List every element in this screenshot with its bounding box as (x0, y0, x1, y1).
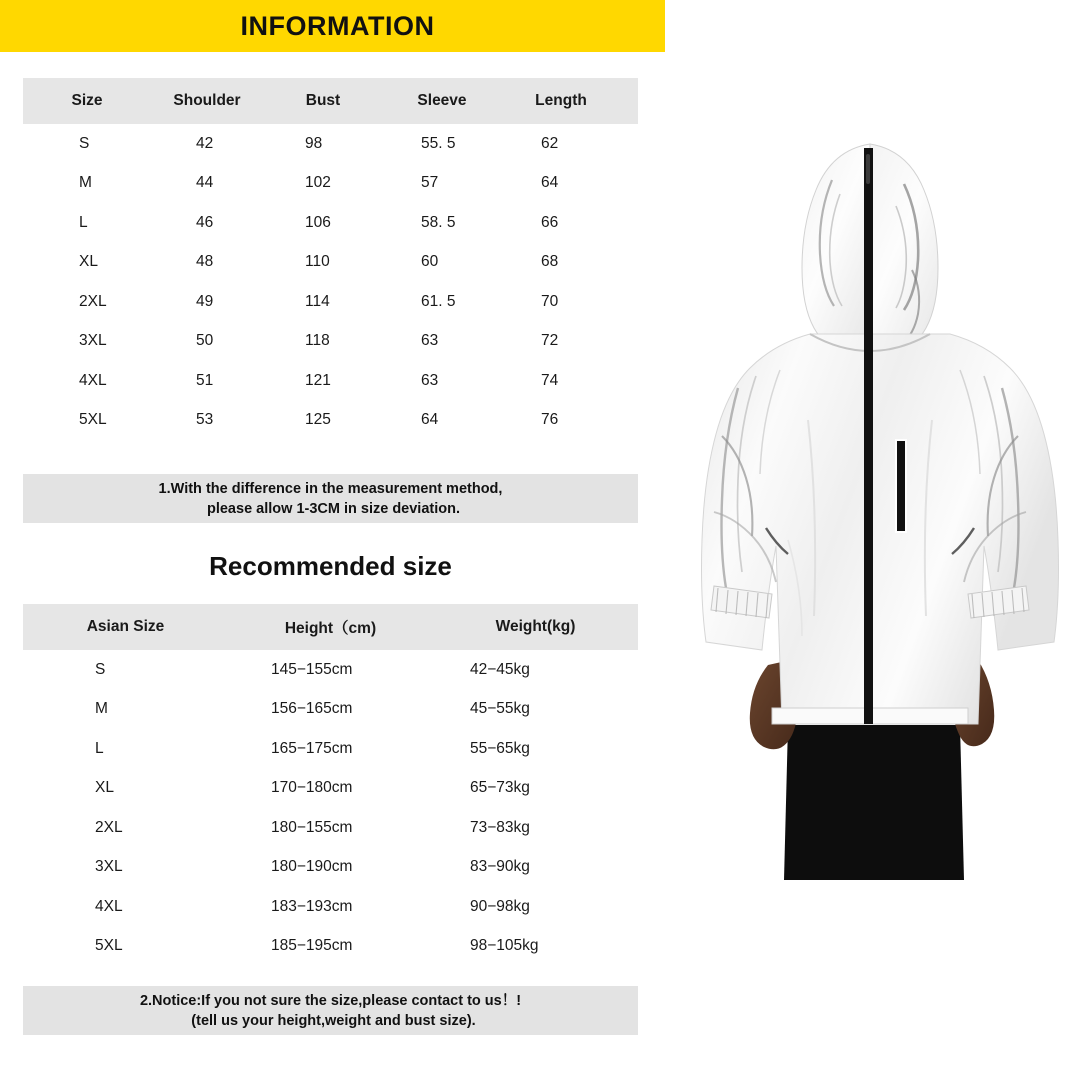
size-table-row-cell: 62 (541, 134, 559, 152)
size-table-row (23, 322, 638, 362)
size-table-row-cell: 58. 5 (421, 213, 456, 231)
size-table-row-cell: 106 (305, 213, 331, 231)
size-table-row-cell: 57 (421, 174, 439, 192)
recommended-table-row-cell: 183−193cm (271, 897, 353, 915)
size-table-row (23, 164, 638, 204)
page-title: INFORMATION (240, 10, 435, 41)
size-table-row (23, 282, 638, 322)
size-table-row-cell: 66 (541, 213, 559, 231)
size-table-row-cell: 64 (541, 174, 559, 192)
size-table-row-cell: 114 (305, 292, 330, 310)
size-table-row-cell: 49 (196, 292, 214, 310)
size-table-row-cell: 60 (421, 253, 439, 271)
recommended-table-row (23, 769, 638, 809)
recommended-table-row-cell: S (95, 660, 106, 678)
size-table-row-cell: 98 (305, 134, 323, 152)
size-table-row (23, 361, 638, 401)
size-table-row-cell: 50 (196, 332, 214, 350)
size-table-row-cell: M (79, 174, 92, 192)
recommended-table-row-cell: L (95, 739, 104, 757)
recommended-table-row-cell: 65−73kg (470, 779, 530, 797)
column-header-asian-size: Asian Size (86, 618, 165, 635)
recommended-table-row-cell: 42−45kg (470, 660, 530, 678)
recommended-table-row-cell: 73−83kg (470, 818, 530, 836)
size-table-row (23, 243, 638, 283)
trousers (784, 725, 964, 880)
size-table-header-row (23, 78, 638, 124)
recommended-size-heading: Recommended size (209, 551, 452, 581)
column-header-height: Height（cm) (284, 620, 377, 637)
information-banner (0, 0, 665, 52)
zipper-pull (866, 154, 870, 184)
recommended-table-row-cell: 170−180cm (271, 779, 353, 797)
size-table-row-cell: 61. 5 (421, 292, 456, 310)
recommended-table-row-cell: 180−190cm (271, 858, 353, 876)
recommended-table-row-cell: 90−98kg (470, 897, 530, 915)
recommended-table-row-cell: XL (95, 779, 114, 797)
center-zipper (864, 148, 873, 724)
recommended-table-row-cell: 145−155cm (271, 660, 353, 678)
recommended-table-row (23, 650, 638, 690)
size-table-row-cell: 53 (196, 411, 214, 429)
size-table-row-cell: 68 (541, 253, 559, 271)
size-table-row-cell: 76 (541, 411, 559, 429)
size-table (23, 78, 638, 440)
size-table-row-cell: 125 (305, 411, 331, 429)
measurement-note-line-1: 1.With the difference in the measurement method, (158, 480, 503, 497)
size-table-row-cell: 42 (196, 134, 214, 152)
size-table-row-cell: S (79, 134, 90, 152)
size-table-row-cell: 4XL (79, 371, 107, 389)
size-table-row-cell: 63 (421, 332, 439, 350)
size-table-row-cell: 110 (305, 253, 330, 271)
size-table-row-cell: 3XL (79, 332, 107, 350)
size-table-row-cell: 102 (305, 174, 331, 192)
size-table-row-cell: 46 (196, 213, 214, 231)
measurement-note-line-2: please allow 1-3CM in size deviation. (206, 500, 461, 517)
size-table-row-cell: 5XL (79, 411, 107, 429)
recommended-table-row-cell: 3XL (95, 858, 123, 876)
measurement-note (23, 474, 638, 523)
column-header-size: Size (71, 92, 103, 109)
size-table-row-cell: 64 (421, 411, 439, 429)
size-table-row-cell: 2XL (79, 292, 107, 310)
recommended-size-table (23, 604, 638, 966)
recommended-table-row (23, 927, 638, 967)
contact-note-line-2: (tell us your height,weight and bust size). (191, 1012, 476, 1029)
recommended-table-row-cell: 5XL (95, 937, 123, 955)
recommended-table-row-cell: 83−90kg (470, 858, 530, 876)
column-header-weight: Weight(kg) (495, 618, 576, 635)
size-table-row-cell: 48 (196, 253, 214, 271)
size-table-row-cell: 72 (541, 332, 559, 350)
column-header-shoulder: Shoulder (173, 92, 241, 109)
size-table-row-cell: 74 (541, 371, 559, 389)
recommended-table-row (23, 848, 638, 888)
chest-zip-pocket (896, 440, 906, 532)
size-table-row (23, 401, 638, 441)
recommended-table-row-cell: 45−55kg (470, 700, 530, 718)
column-header-length: Length (535, 92, 587, 109)
recommended-table-row-cell: 180−155cm (271, 818, 353, 836)
size-table-row-cell: 118 (305, 332, 330, 350)
recommended-table-row (23, 729, 638, 769)
recommended-table-row-cell: 4XL (95, 897, 123, 915)
recommended-table-row-cell: 185−195cm (271, 937, 353, 955)
reflective-jacket-illustration (660, 120, 1080, 900)
contact-note-line-1: 2.Notice:If you not sure the size,please contact to us！! (139, 992, 522, 1009)
size-table-row-cell: 70 (541, 292, 559, 310)
recommended-table-row (23, 887, 638, 927)
column-header-sleeve: Sleeve (417, 92, 467, 109)
recommended-table-row (23, 808, 638, 848)
recommended-table-row-cell: M (95, 700, 108, 718)
recommended-table-row-cell: 156−165cm (271, 700, 353, 718)
contact-note (23, 986, 638, 1035)
size-table-row-cell: 44 (196, 174, 214, 192)
recommended-table-row (23, 690, 638, 730)
recommended-table-row-cell: 55−65kg (470, 739, 530, 757)
column-header-bust: Bust (305, 92, 341, 109)
recommended-table-row-cell: 98−105kg (470, 937, 539, 955)
size-table-row-cell: 63 (421, 371, 439, 389)
recommended-table-row-cell: 165−175cm (271, 739, 353, 757)
size-table-row (23, 203, 638, 243)
size-table-row-cell: 55. 5 (421, 134, 456, 152)
size-table-row-cell: 51 (196, 371, 214, 389)
recommended-table-row-cell: 2XL (95, 818, 123, 836)
recommended-table-header-row (23, 604, 638, 650)
size-table-row (23, 124, 638, 164)
size-table-row-cell: 121 (305, 371, 331, 389)
product-photo (660, 120, 1080, 900)
size-table-row-cell: XL (79, 253, 98, 271)
size-table-row-cell: L (79, 213, 88, 231)
